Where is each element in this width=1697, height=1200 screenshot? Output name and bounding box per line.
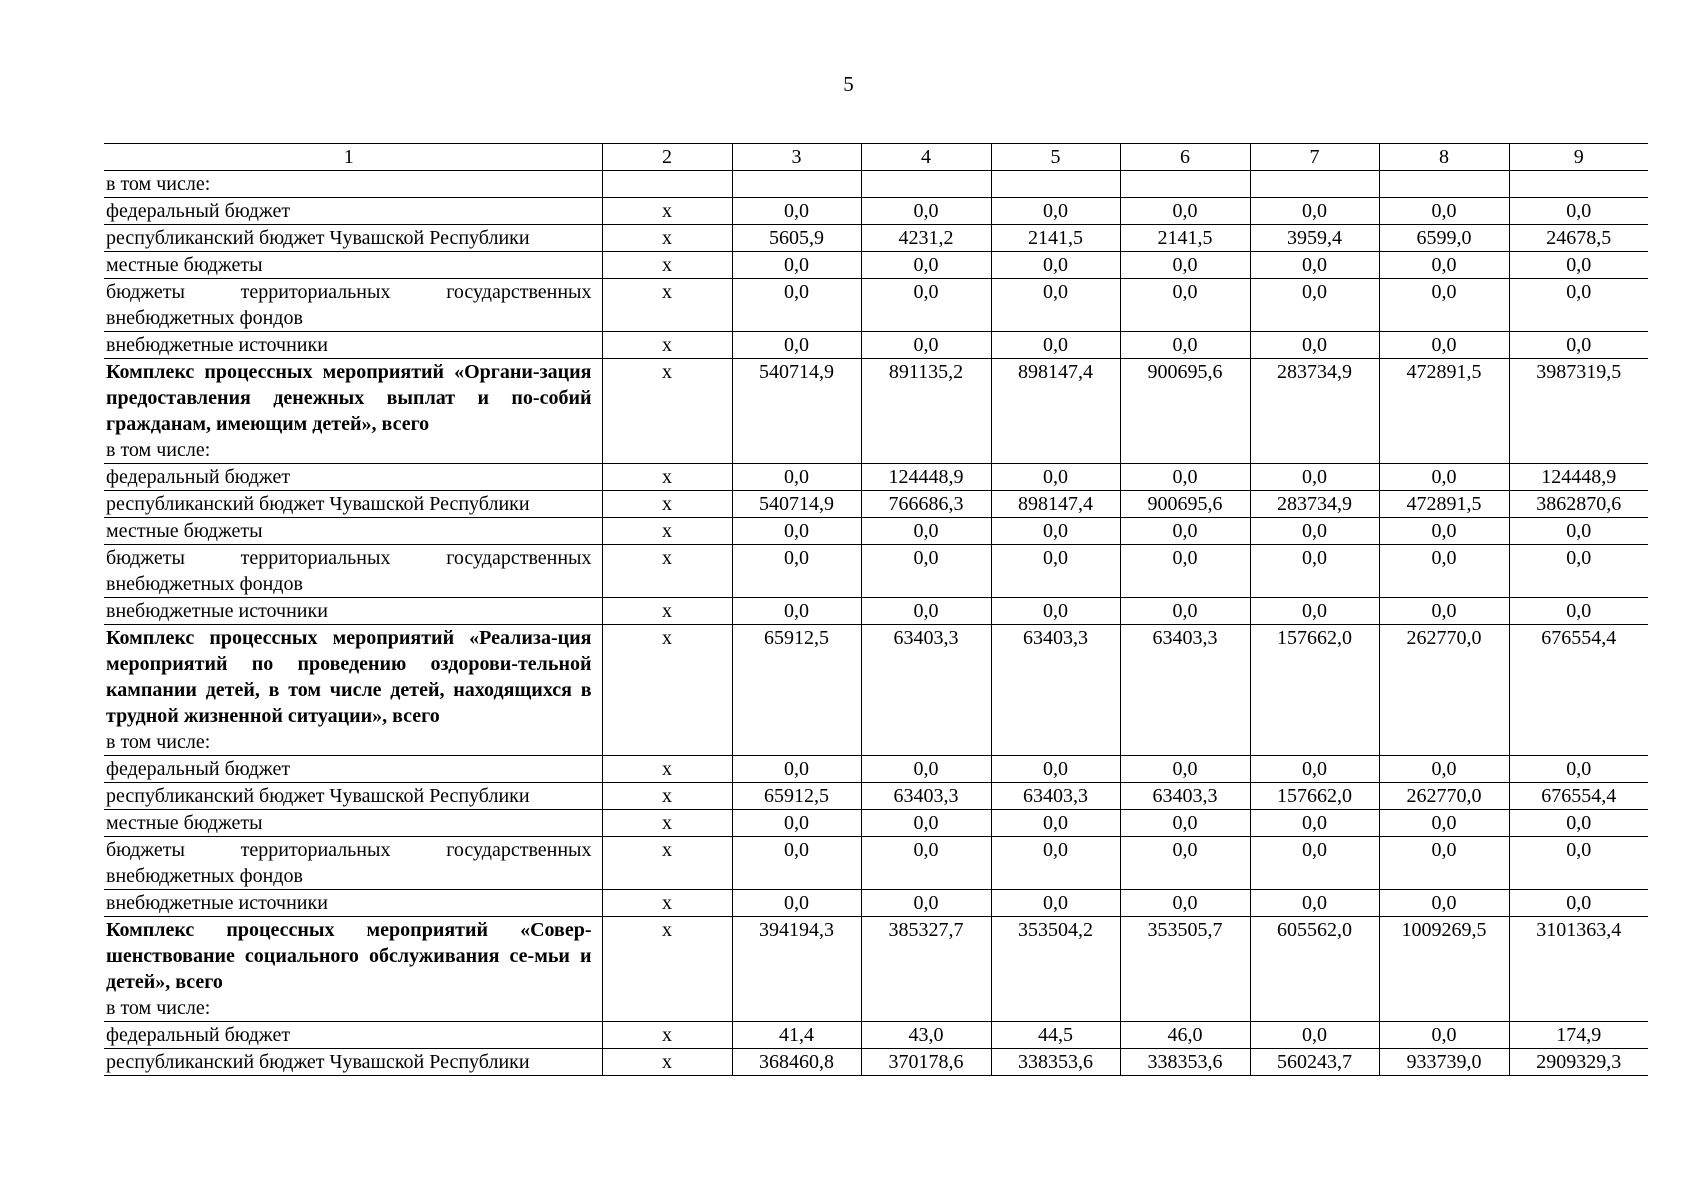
value-cell: 900695,6 — [1120, 491, 1250, 518]
value-cell: 900695,6 — [1120, 359, 1250, 464]
value-cell: 283734,9 — [1250, 491, 1379, 518]
row-label: федеральный бюджет — [104, 464, 602, 491]
value-cell: 0,0 — [732, 545, 861, 598]
value-cell: 0,0 — [1120, 198, 1250, 225]
row-label: в том числе: — [104, 171, 602, 198]
value-cell: 43,0 — [861, 1022, 991, 1049]
value-cell: 0,0 — [1250, 1022, 1379, 1049]
value-cell: 0,0 — [1509, 890, 1648, 917]
value-cell: 0,0 — [991, 279, 1120, 332]
row-label: местные бюджеты — [104, 252, 602, 279]
value-cell: 0,0 — [861, 810, 991, 837]
value-cell: 0,0 — [1120, 837, 1250, 890]
code-cell: х — [602, 810, 732, 837]
section-subtitle: в том числе: — [106, 997, 211, 1019]
row-label: федеральный бюджет — [104, 1022, 602, 1049]
value-cell: 0,0 — [1379, 279, 1509, 332]
row-label: местные бюджеты — [104, 518, 602, 545]
value-cell: 63403,3 — [991, 783, 1120, 810]
value-cell: 0,0 — [1120, 545, 1250, 598]
budget-table — [104, 143, 1648, 1076]
section-row — [104, 359, 1648, 464]
table-row — [104, 279, 1648, 332]
row-label: внебюджетные источники — [104, 332, 602, 359]
value-cell: 0,0 — [1120, 598, 1250, 625]
value-cell: 0,0 — [1509, 279, 1648, 332]
value-cell: 0,0 — [732, 810, 861, 837]
subheader-row — [104, 171, 1648, 198]
row-label-line: бюджеты территориальных государственных — [106, 839, 592, 861]
value-cell: 63403,3 — [861, 783, 991, 810]
value-cell: 0,0 — [1379, 756, 1509, 783]
value-cell: 124448,9 — [1509, 464, 1648, 491]
code-cell: х — [602, 225, 732, 252]
value-cell: 472891,5 — [1379, 491, 1509, 518]
value-cell: 2141,5 — [991, 225, 1120, 252]
value-cell: 766686,3 — [861, 491, 991, 518]
value-cell: 0,0 — [1379, 598, 1509, 625]
value-cell: 0,0 — [732, 464, 861, 491]
row-label-line: внебюджетных фондов — [106, 573, 303, 595]
value-cell: 0,0 — [991, 890, 1120, 917]
value-cell: 0,0 — [1250, 518, 1379, 545]
value-cell: 891135,2 — [861, 359, 991, 464]
value-cell: 0,0 — [1509, 545, 1648, 598]
value-cell: 368460,8 — [732, 1049, 861, 1076]
value-cell: 338353,6 — [1120, 1049, 1250, 1076]
column-header: 1 — [104, 144, 602, 171]
value-cell: 0,0 — [861, 756, 991, 783]
column-header: 2 — [602, 144, 732, 171]
value-cell: 338353,6 — [991, 1049, 1120, 1076]
code-cell: х — [602, 198, 732, 225]
value-cell: 0,0 — [861, 890, 991, 917]
value-cell: 0,0 — [1120, 518, 1250, 545]
value-cell: 65912,5 — [732, 783, 861, 810]
value-cell: 0,0 — [732, 279, 861, 332]
empty-cell — [861, 171, 991, 198]
value-cell: 3862870,6 — [1509, 491, 1648, 518]
value-cell: 0,0 — [861, 518, 991, 545]
row-label: республиканский бюджет Чувашской Республики — [104, 783, 602, 810]
value-cell: 394194,3 — [732, 917, 861, 1022]
value-cell: 370178,6 — [861, 1049, 991, 1076]
column-header: 9 — [1509, 144, 1648, 171]
value-cell: 0,0 — [991, 332, 1120, 359]
value-cell: 0,0 — [732, 756, 861, 783]
table-row — [104, 225, 1648, 252]
value-cell: 44,5 — [991, 1022, 1120, 1049]
row-label: внебюджетные источники — [104, 598, 602, 625]
value-cell: 0,0 — [861, 545, 991, 598]
value-cell: 676554,4 — [1509, 783, 1648, 810]
value-cell: 0,0 — [1509, 518, 1648, 545]
value-cell: 0,0 — [1250, 198, 1379, 225]
value-cell: 157662,0 — [1250, 625, 1379, 756]
value-cell: 65912,5 — [732, 625, 861, 756]
section-title: Комплекс процессных мероприятий «Органи-зация предоставления денежных выплат и по-собий гражданам, имеющим детей», всего — [106, 361, 592, 435]
section-subtitle: в том числе: — [106, 439, 211, 461]
column-header: 5 — [991, 144, 1120, 171]
section-row — [104, 625, 1648, 756]
row-label: местные бюджеты — [104, 810, 602, 837]
value-cell: 0,0 — [1509, 756, 1648, 783]
value-cell: 0,0 — [1250, 464, 1379, 491]
value-cell: 0,0 — [991, 810, 1120, 837]
column-header: 8 — [1379, 144, 1509, 171]
column-header: 7 — [1250, 144, 1379, 171]
value-cell: 472891,5 — [1379, 359, 1509, 464]
value-cell: 540714,9 — [732, 359, 861, 464]
empty-cell — [1509, 171, 1648, 198]
value-cell: 124448,9 — [861, 464, 991, 491]
value-cell: 3101363,4 — [1509, 917, 1648, 1022]
row-label: республиканский бюджет Чувашской Республики — [104, 491, 602, 518]
value-cell: 41,4 — [732, 1022, 861, 1049]
value-cell: 560243,7 — [1250, 1049, 1379, 1076]
table-row — [104, 890, 1648, 917]
code-cell: х — [602, 279, 732, 332]
table-row — [104, 332, 1648, 359]
value-cell: 0,0 — [1120, 332, 1250, 359]
table-row — [104, 491, 1648, 518]
value-cell: 0,0 — [1250, 756, 1379, 783]
empty-cell — [1120, 171, 1250, 198]
section-title: Комплекс процессных мероприятий «Совер-шенствование социального обслуживания се-мьи и детей», всего — [106, 919, 592, 993]
value-cell: 0,0 — [1379, 518, 1509, 545]
table-row — [104, 252, 1648, 279]
code-cell: х — [602, 917, 732, 1022]
value-cell: 262770,0 — [1379, 625, 1509, 756]
value-cell: 933739,0 — [1379, 1049, 1509, 1076]
value-cell: 0,0 — [1379, 252, 1509, 279]
value-cell: 0,0 — [1250, 545, 1379, 598]
row-label: республиканский бюджет Чувашской Республики — [104, 1049, 602, 1076]
table-row — [104, 545, 1648, 598]
value-cell: 0,0 — [1379, 890, 1509, 917]
value-cell: 353504,2 — [991, 917, 1120, 1022]
value-cell: 3959,4 — [1250, 225, 1379, 252]
empty-cell — [602, 171, 732, 198]
section-row — [104, 917, 1648, 1022]
value-cell: 0,0 — [861, 279, 991, 332]
row-label: республиканский бюджет Чувашской Республики — [104, 225, 602, 252]
value-cell: 0,0 — [1120, 890, 1250, 917]
value-cell: 0,0 — [1250, 810, 1379, 837]
table-row — [104, 810, 1648, 837]
value-cell: 385327,7 — [861, 917, 991, 1022]
value-cell: 540714,9 — [732, 491, 861, 518]
column-header: 6 — [1120, 144, 1250, 171]
table-row — [104, 1049, 1648, 1076]
table-body — [104, 144, 1648, 1076]
code-cell: х — [602, 598, 732, 625]
value-cell: 0,0 — [1379, 332, 1509, 359]
table-row — [104, 783, 1648, 810]
value-cell: 0,0 — [991, 837, 1120, 890]
value-cell: 63403,3 — [861, 625, 991, 756]
row-label-line: бюджеты территориальных государственных — [106, 547, 592, 569]
value-cell: 0,0 — [732, 598, 861, 625]
value-cell: 0,0 — [1120, 279, 1250, 332]
value-cell: 1009269,5 — [1379, 917, 1509, 1022]
table-row — [104, 837, 1648, 890]
value-cell: 0,0 — [1120, 810, 1250, 837]
row-label — [104, 837, 602, 890]
value-cell: 0,0 — [1120, 756, 1250, 783]
value-cell: 0,0 — [861, 252, 991, 279]
value-cell: 0,0 — [1509, 598, 1648, 625]
column-header: 3 — [732, 144, 861, 171]
row-label — [104, 545, 602, 598]
value-cell: 353505,7 — [1120, 917, 1250, 1022]
value-cell: 0,0 — [991, 252, 1120, 279]
value-cell: 0,0 — [1379, 810, 1509, 837]
table-row — [104, 518, 1648, 545]
value-cell: 0,0 — [1120, 252, 1250, 279]
value-cell: 157662,0 — [1250, 783, 1379, 810]
empty-cell — [1379, 171, 1509, 198]
code-cell: х — [602, 783, 732, 810]
value-cell: 2141,5 — [1120, 225, 1250, 252]
value-cell: 0,0 — [991, 464, 1120, 491]
value-cell: 0,0 — [1250, 598, 1379, 625]
value-cell: 0,0 — [732, 332, 861, 359]
value-cell: 5605,9 — [732, 225, 861, 252]
code-cell: х — [602, 359, 732, 464]
value-cell: 0,0 — [991, 756, 1120, 783]
code-cell: х — [602, 837, 732, 890]
code-cell: х — [602, 464, 732, 491]
value-cell: 0,0 — [1509, 332, 1648, 359]
code-cell: х — [602, 518, 732, 545]
value-cell: 0,0 — [1509, 810, 1648, 837]
value-cell: 0,0 — [1379, 198, 1509, 225]
value-cell: 605562,0 — [1250, 917, 1379, 1022]
value-cell: 0,0 — [861, 837, 991, 890]
section-label — [104, 625, 602, 756]
value-cell: 63403,3 — [1120, 625, 1250, 756]
section-subtitle: в том числе: — [106, 731, 211, 753]
value-cell: 0,0 — [861, 598, 991, 625]
table-row — [104, 598, 1648, 625]
value-cell: 174,9 — [1509, 1022, 1648, 1049]
code-cell: х — [602, 625, 732, 756]
value-cell: 0,0 — [861, 332, 991, 359]
row-label — [104, 279, 602, 332]
row-label-line: внебюджетных фондов — [106, 865, 303, 887]
code-cell: х — [602, 545, 732, 598]
section-label — [104, 359, 602, 464]
value-cell: 676554,4 — [1509, 625, 1648, 756]
value-cell: 0,0 — [732, 518, 861, 545]
code-cell: х — [602, 1022, 732, 1049]
table-row — [104, 198, 1648, 225]
row-label: федеральный бюджет — [104, 198, 602, 225]
value-cell: 0,0 — [1509, 837, 1648, 890]
value-cell: 3987319,5 — [1509, 359, 1648, 464]
section-label — [104, 917, 602, 1022]
value-cell: 0,0 — [732, 837, 861, 890]
value-cell: 63403,3 — [991, 625, 1120, 756]
value-cell: 0,0 — [1379, 545, 1509, 598]
value-cell: 63403,3 — [1120, 783, 1250, 810]
value-cell: 0,0 — [1120, 464, 1250, 491]
table-row — [104, 464, 1648, 491]
value-cell: 4231,2 — [861, 225, 991, 252]
value-cell: 0,0 — [861, 198, 991, 225]
value-cell: 0,0 — [1509, 198, 1648, 225]
value-cell: 0,0 — [991, 198, 1120, 225]
value-cell: 0,0 — [732, 198, 861, 225]
value-cell: 0,0 — [1250, 332, 1379, 359]
empty-cell — [991, 171, 1120, 198]
value-cell: 0,0 — [991, 545, 1120, 598]
value-cell: 283734,9 — [1250, 359, 1379, 464]
value-cell: 6599,0 — [1379, 225, 1509, 252]
value-cell: 0,0 — [732, 252, 861, 279]
value-cell: 0,0 — [1250, 279, 1379, 332]
empty-cell — [732, 171, 861, 198]
value-cell: 0,0 — [1250, 252, 1379, 279]
value-cell: 0,0 — [732, 890, 861, 917]
section-title: Комплекс процессных мероприятий «Реализа-ция мероприятий по проведению оздорови-тельной кампании детей, в том числе детей, находящихся в трудной жизненной ситуации», всего — [106, 627, 592, 727]
code-cell: х — [602, 1049, 732, 1076]
page-number: 5 — [843, 72, 854, 96]
code-cell: х — [602, 756, 732, 783]
header-row — [104, 144, 1648, 171]
value-cell: 0,0 — [991, 598, 1120, 625]
value-cell: 0,0 — [1509, 252, 1648, 279]
column-header: 4 — [861, 144, 991, 171]
code-cell: х — [602, 252, 732, 279]
value-cell: 0,0 — [1250, 890, 1379, 917]
value-cell: 0,0 — [1379, 1022, 1509, 1049]
value-cell: 2909329,3 — [1509, 1049, 1648, 1076]
code-cell: х — [602, 890, 732, 917]
value-cell: 24678,5 — [1509, 225, 1648, 252]
row-label-line: бюджеты территориальных государственных — [106, 281, 592, 303]
code-cell: х — [602, 332, 732, 359]
code-cell: х — [602, 491, 732, 518]
table-row — [104, 756, 1648, 783]
value-cell: 46,0 — [1120, 1022, 1250, 1049]
value-cell: 0,0 — [1379, 837, 1509, 890]
row-label: внебюджетные источники — [104, 890, 602, 917]
row-label: федеральный бюджет — [104, 756, 602, 783]
value-cell: 262770,0 — [1379, 783, 1509, 810]
value-cell: 898147,4 — [991, 491, 1120, 518]
value-cell: 0,0 — [1379, 464, 1509, 491]
value-cell: 898147,4 — [991, 359, 1120, 464]
table-row — [104, 1022, 1648, 1049]
row-label-line: внебюджетных фондов — [106, 307, 303, 329]
empty-cell — [1250, 171, 1379, 198]
value-cell: 0,0 — [1250, 837, 1379, 890]
value-cell: 0,0 — [991, 518, 1120, 545]
